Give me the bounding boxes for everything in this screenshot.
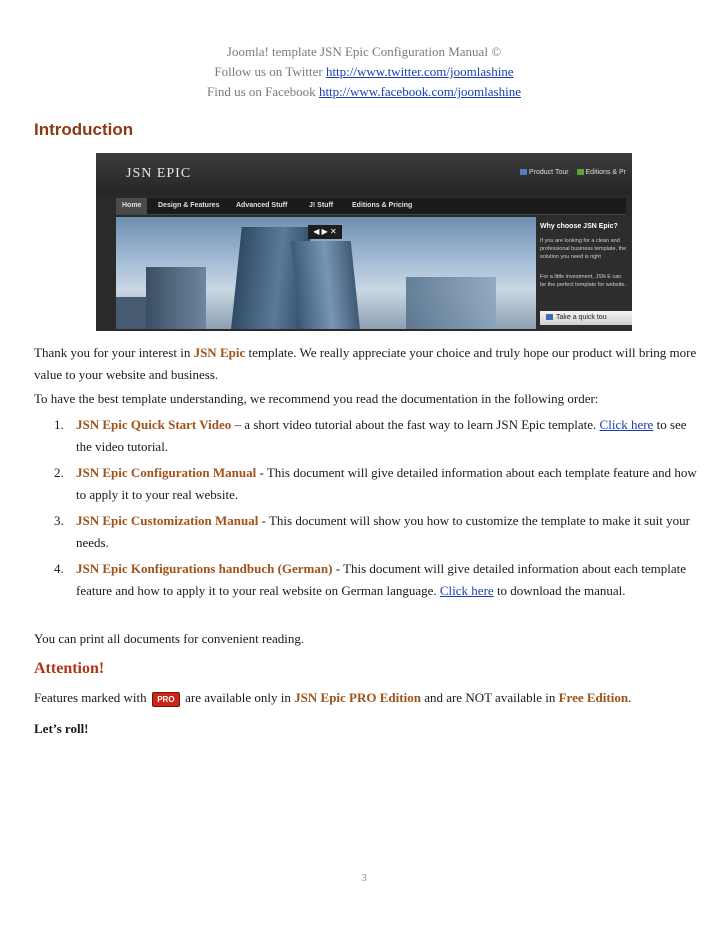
introduction-heading: Introduction bbox=[34, 120, 134, 139]
download-manual-link[interactable]: Click here bbox=[439, 583, 494, 598]
screenshot-brand: JSN EPIC bbox=[126, 166, 192, 181]
menu-item-jstuff: J! Stuff bbox=[309, 202, 334, 209]
tour-icon bbox=[546, 314, 553, 320]
side-title: Why choose JSN Epic? bbox=[540, 223, 618, 230]
video-tutorial-link[interactable]: Click here bbox=[599, 417, 654, 432]
print-note: You can print all documents for convenient reading. bbox=[34, 631, 305, 646]
manual-title: Joomla! template JSN Epic Configuration Manual © bbox=[226, 44, 502, 59]
facebook-line bbox=[0, 82, 728, 102]
editions-icon bbox=[577, 169, 584, 175]
list-number: 2. bbox=[54, 465, 64, 480]
pro-edition-highlight: JSN Epic PRO Edition bbox=[294, 690, 421, 705]
menu-item-editions: Editions & Pricing bbox=[352, 202, 413, 209]
doc-title: JSN Epic Customization Manual bbox=[76, 513, 259, 528]
thank-you-paragraph bbox=[34, 342, 702, 386]
lets-roll-text: Let’s roll! bbox=[34, 721, 89, 736]
twitter-line bbox=[0, 62, 728, 82]
list-item bbox=[34, 414, 702, 458]
list-item bbox=[34, 462, 702, 506]
doc-description: - This document will show you how to customize the template to make it suit your needs. bbox=[76, 513, 690, 550]
screenshot-topbar bbox=[96, 153, 632, 195]
page-number: 3 bbox=[361, 872, 367, 884]
features-text: are available only in bbox=[181, 690, 295, 705]
building-shape bbox=[406, 277, 496, 329]
doc-description: - This document will give detailed information about each template feature and how to apply it to your real website on German language. bbox=[76, 561, 686, 598]
menu-item-advanced: Advanced Stuff bbox=[236, 202, 288, 209]
doc-description: – a short video tutorial about the fast way to learn JSN Epic template. bbox=[231, 417, 600, 432]
attention-heading: Attention! bbox=[34, 660, 105, 677]
doc-description-end: to download the manual. bbox=[493, 583, 626, 598]
features-paragraph bbox=[34, 687, 702, 709]
slider-controls: ◀ ▶ ✕ bbox=[308, 225, 342, 239]
building-shape bbox=[146, 267, 206, 329]
reading-order-paragraph: To have the best template understanding, we recommend you read the documentation in the following order: bbox=[34, 391, 599, 406]
doc-title: JSN Epic Konfigurations handbuch (German) bbox=[76, 561, 333, 576]
list-number: 3. bbox=[54, 513, 64, 528]
doc-title: JSN Epic Quick Start Video bbox=[76, 417, 232, 432]
screenshot-menubar bbox=[116, 198, 626, 215]
list-number: 4. bbox=[54, 561, 64, 576]
features-text: Features marked with bbox=[34, 690, 150, 705]
para1-text-rest: template. We really appreciate your choice and truly hope our product will bring more value to your website and business. bbox=[34, 345, 697, 382]
twitter-link[interactable]: http://www.twitter.com/joomlashine bbox=[325, 64, 514, 79]
facebook-link[interactable]: http://www.facebook.com/joomlashine bbox=[318, 84, 521, 99]
free-edition-highlight: Free Edition bbox=[558, 690, 629, 705]
screenshot-side-panel bbox=[536, 217, 632, 331]
para1-highlight: JSN Epic bbox=[193, 345, 246, 360]
features-text: and are NOT available in bbox=[420, 690, 559, 705]
list-number: 1. bbox=[54, 417, 64, 432]
documentation-list bbox=[34, 414, 702, 606]
facebook-prefix: Find us on Facebook bbox=[206, 84, 319, 99]
screenshot-top-links bbox=[520, 169, 626, 176]
pro-badge-icon: PRO bbox=[152, 692, 180, 707]
page-header bbox=[0, 42, 728, 102]
doc-title: JSN Epic Configuration Manual bbox=[76, 465, 257, 480]
product-tour-icon bbox=[520, 169, 527, 175]
features-text: . bbox=[628, 690, 632, 705]
list-item bbox=[34, 510, 702, 554]
side-text: For a little investment, JSN E can be the perfect template for website. bbox=[540, 274, 626, 288]
twitter-prefix: Follow us on Twitter bbox=[214, 64, 326, 79]
menu-item-home: Home bbox=[116, 198, 147, 214]
editions-link: Editions & Pr bbox=[585, 169, 626, 176]
para1-text: Thank you for your interest in bbox=[34, 345, 194, 360]
product-tour-link: Product Tour bbox=[529, 169, 569, 176]
tour-label: Take a quick tou bbox=[556, 314, 607, 321]
building-shape bbox=[291, 241, 362, 329]
side-text: If you are looking for a clean and professional business template, the solution you need is right bbox=[540, 238, 627, 260]
list-item bbox=[34, 558, 702, 602]
doc-description: - This document will give detailed information about each template feature and how to apply it to your real website. bbox=[76, 465, 697, 502]
menu-item-design: Design & Features bbox=[158, 202, 220, 209]
doc-description-end: to see the video tutorial. bbox=[76, 417, 687, 454]
quick-tour-button bbox=[540, 311, 632, 325]
template-screenshot bbox=[96, 153, 632, 331]
